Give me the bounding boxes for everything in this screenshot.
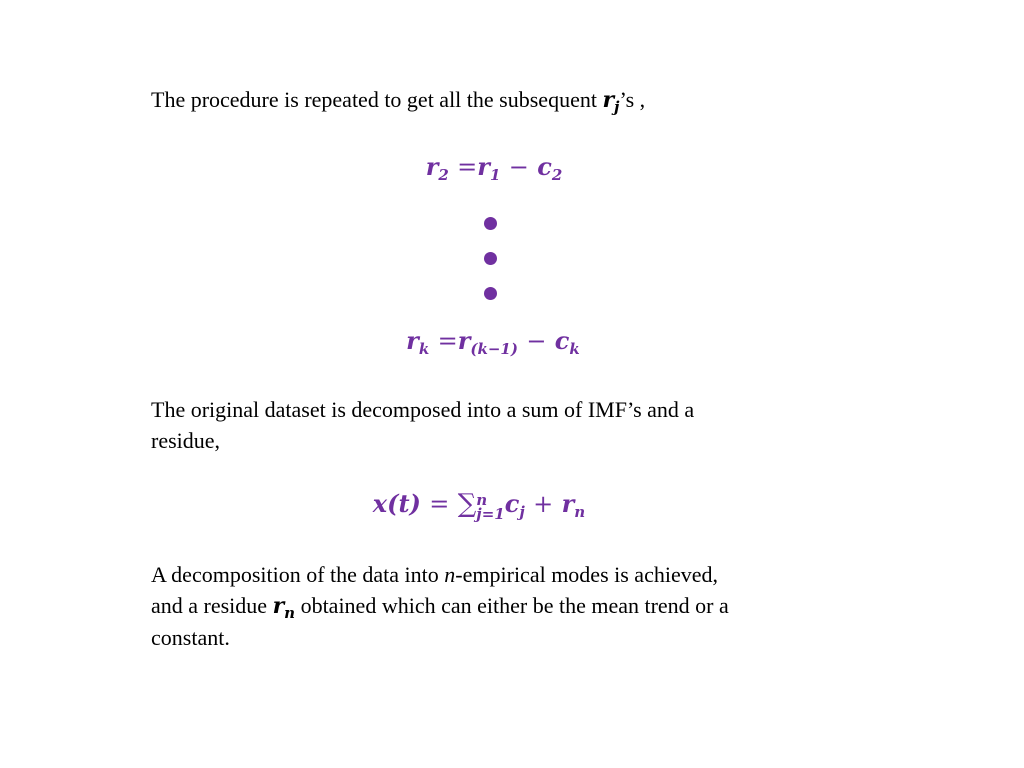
paragraph-decomposition (151, 394, 851, 456)
sum-limits (476, 493, 504, 521)
equation-r2 (0, 151, 1006, 183)
inline-math-rj (602, 87, 620, 116)
eq1-term1: r (477, 152, 490, 181)
eq2-term2: c (554, 326, 570, 355)
paragraph-procedure (151, 84, 851, 116)
eq2-term2-sub: k (569, 340, 580, 358)
eq1-lhs-sub: 2 (438, 166, 449, 184)
conclusion-line3: constant. (151, 625, 230, 650)
eq1-term2: c (537, 152, 552, 181)
eq3-term2: r (561, 489, 575, 518)
conclusion-line1-a: A decomposition of the data into (151, 562, 445, 587)
eq3-term1: c (504, 489, 520, 518)
inline-sub-j: j (614, 98, 620, 116)
paragraph-decomposition-line1: The original dataset is decomposed into a sum of IMF’s and a (151, 397, 695, 422)
paragraph-procedure-suffix: ’s , (619, 87, 646, 112)
eq2-lhs-sub: k (418, 340, 430, 358)
sum-upper-limit: n (476, 491, 488, 509)
equation-sum (0, 488, 991, 521)
eq3-plus: + (533, 490, 554, 518)
sigma-symbol: ∑ (457, 489, 477, 519)
eq2-minus: − (526, 327, 547, 355)
paragraph-decomposition-line2: residue, (151, 428, 221, 453)
eq1-term1-sub: 1 (489, 166, 501, 184)
sum-lower-limit: j=1 (476, 505, 505, 523)
eq3-lhs: x (372, 489, 388, 518)
conclusion-line1-b: -empirical modes is achieved, (455, 562, 718, 587)
paragraph-procedure-text: The procedure is repeated to get all the subsequent (151, 87, 603, 112)
conclusion-line2-a: and a residue (151, 593, 273, 618)
paragraph-conclusion (151, 559, 851, 653)
equation-rk (0, 325, 1005, 357)
conclusion-var-n: n (444, 562, 456, 587)
conclusion-line2-b: obtained which can either be the mean trend or a (295, 593, 729, 618)
inline-sub-n: n (284, 604, 296, 622)
eq3-term1-sub: j (519, 503, 525, 521)
eq2-lhs: r (406, 326, 419, 355)
eq1-equals: = (457, 153, 478, 181)
ellipsis-dot-1 (484, 217, 497, 230)
eq1-minus: − (508, 153, 529, 181)
ellipsis-dot-2 (484, 252, 497, 265)
sum-operator (458, 488, 505, 521)
eq1-lhs: r (425, 152, 439, 181)
inline-var-r: r (602, 87, 615, 113)
eq2-equals: = (437, 327, 458, 355)
eq1-term2-sub: 2 (551, 166, 563, 184)
eq3-term2-sub: n (574, 503, 586, 521)
eq2-term1: r (457, 326, 471, 355)
eq3-arg: (t) (387, 489, 421, 518)
eq3-equals: = (429, 490, 450, 518)
ellipsis-dot-3 (484, 287, 497, 300)
inline-math-rn (272, 593, 296, 622)
inline-var-r2: r (272, 593, 285, 619)
eq2-term1-sub: (k−1) (470, 340, 518, 358)
